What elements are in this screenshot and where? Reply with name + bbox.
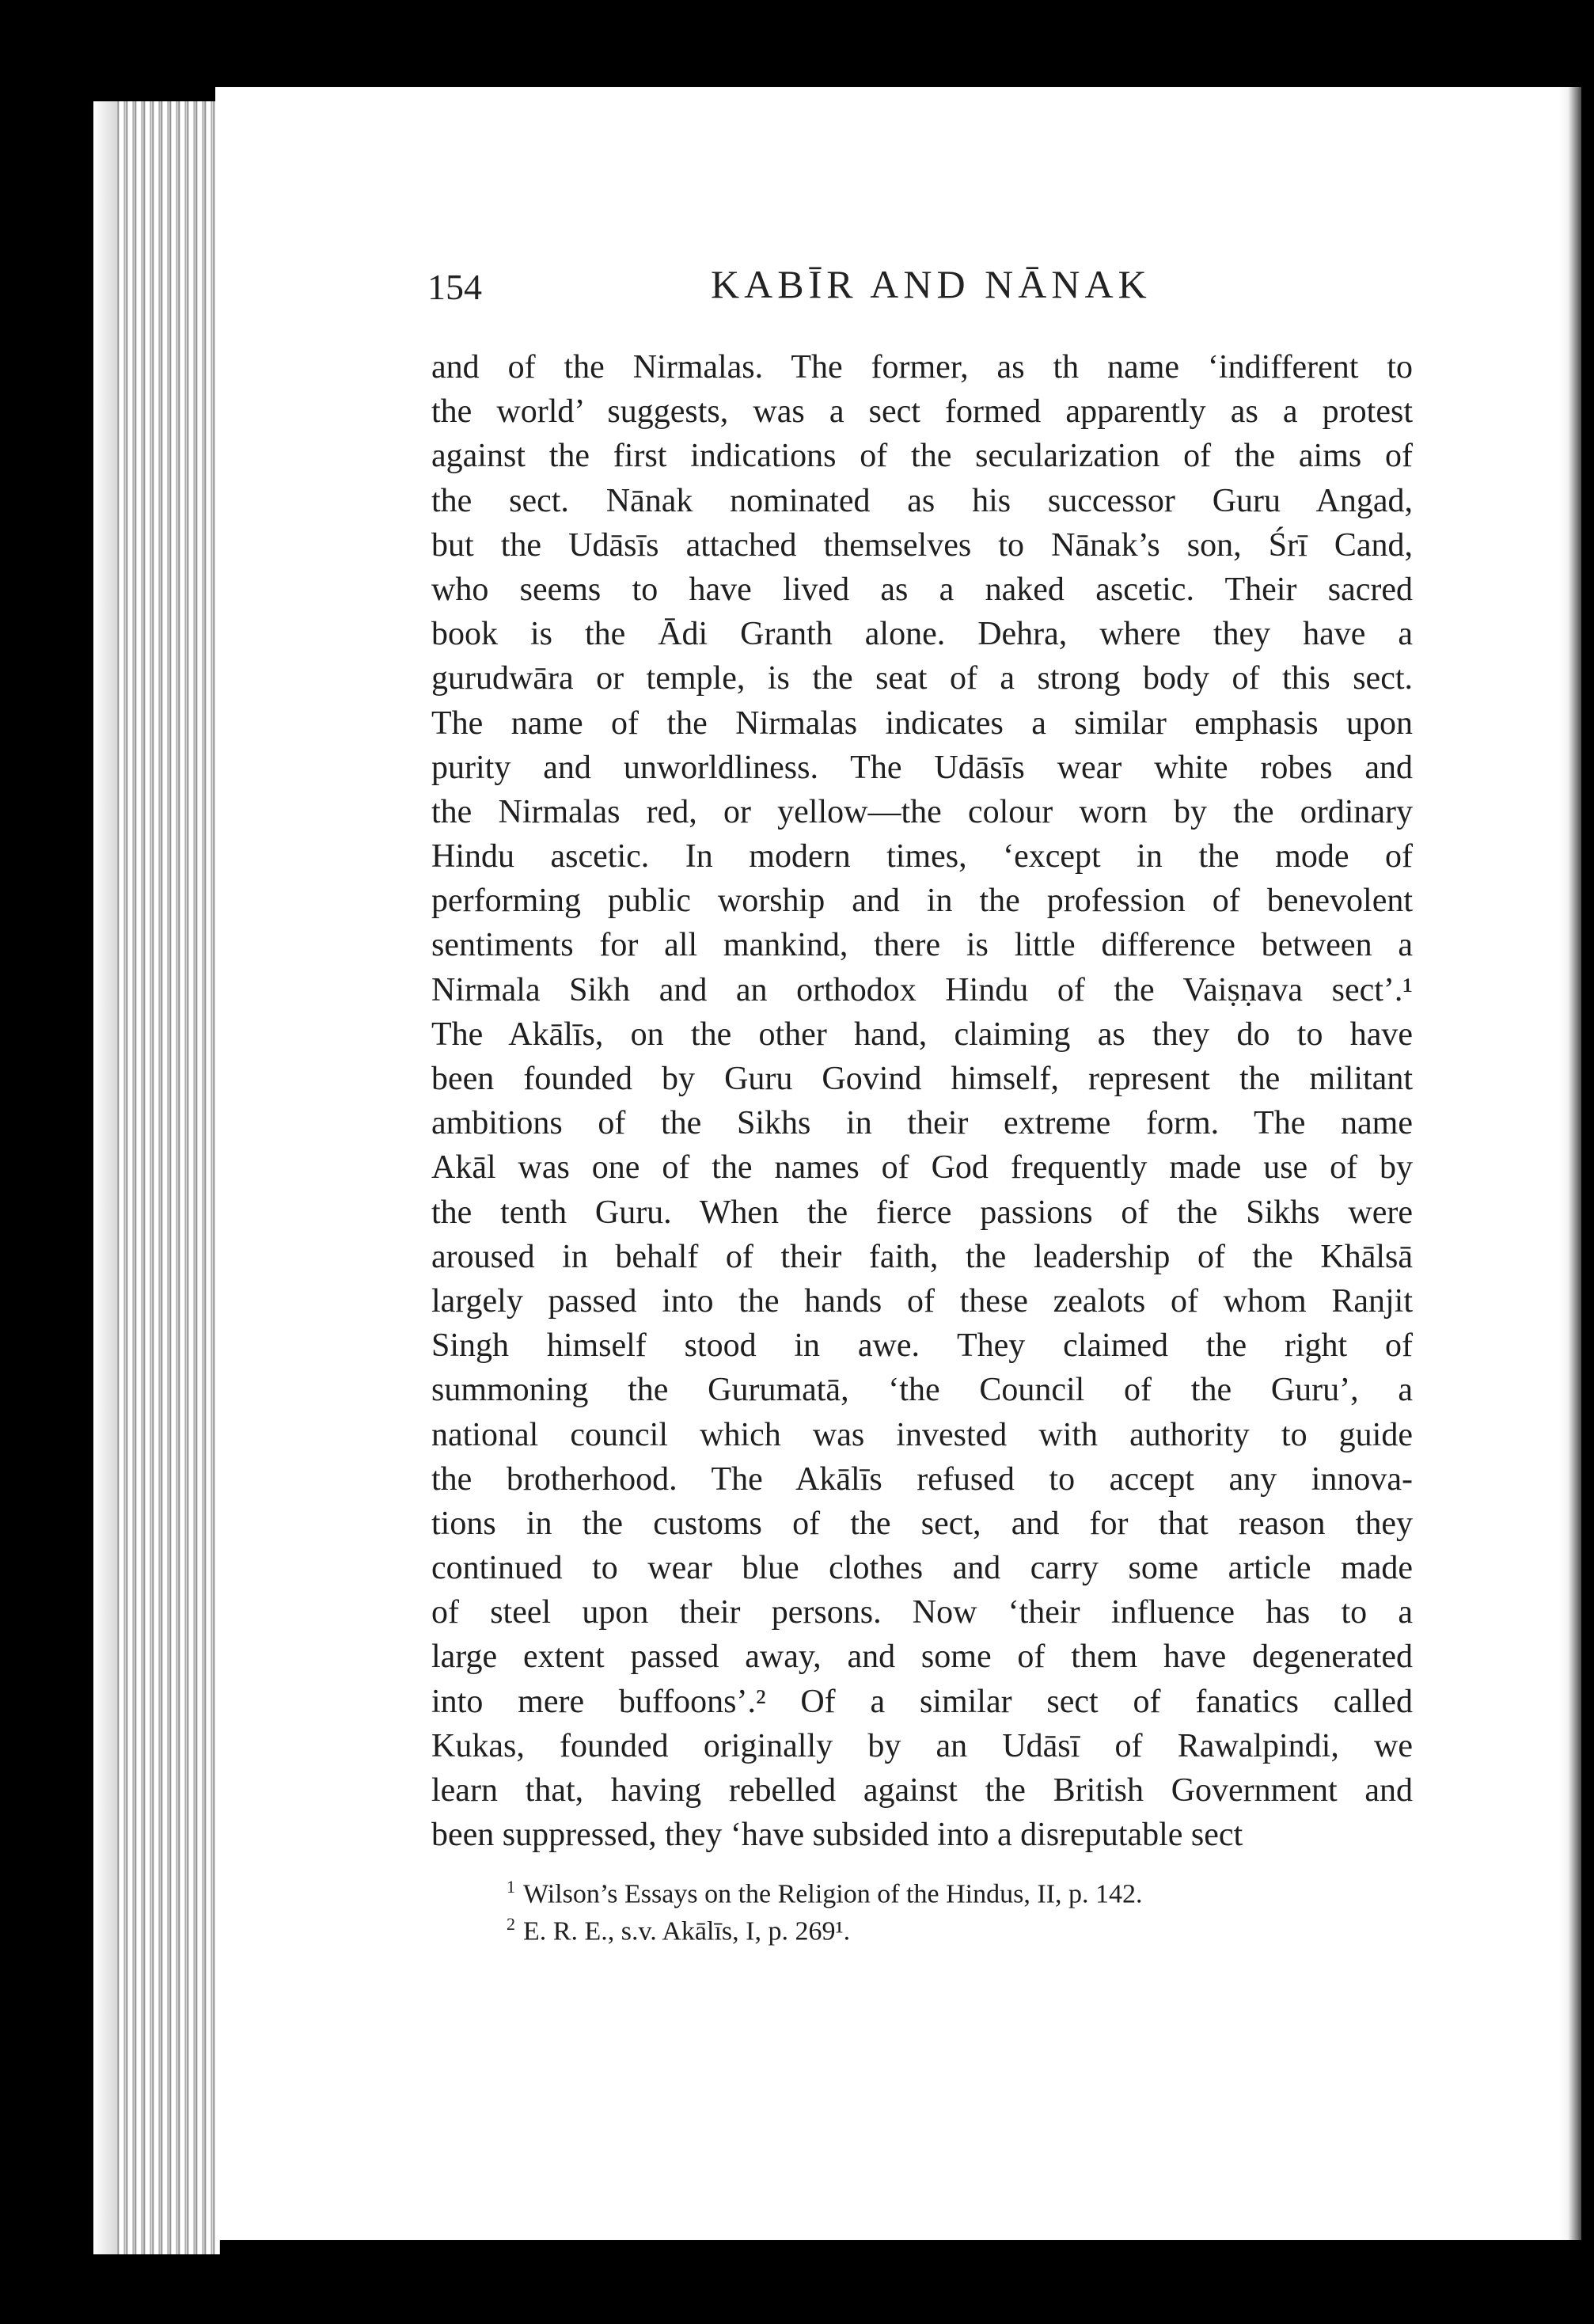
text-line: performing public worship and in the profession of benevolent — [431, 883, 1413, 920]
footnote-mark: 1 — [507, 1877, 515, 1897]
text-line: The name of the Nirmalas indicates a similar emphasis upon — [431, 704, 1413, 742]
text-line: gurudwāra or temple, is the seat of a strong body of this sect. — [431, 660, 1413, 697]
text-line: against the first indications of the secularization of the aims of — [431, 438, 1413, 475]
footnote-2 — [507, 1909, 1377, 1946]
running-head: KABĪR AND NĀNAK — [711, 262, 1152, 306]
text-line: aroused in behalf of their faith, the leadership of the Khālsā — [431, 1238, 1413, 1275]
text-line: Akāl was one of the names of God frequently made use of by — [431, 1149, 1413, 1187]
text-line: Singh himself stood in awe. They claimed the right of — [431, 1327, 1413, 1365]
page-number: 154 — [427, 267, 482, 307]
text-line: The Akālīs, on the other hand, claiming as they do to have — [431, 1016, 1413, 1053]
text-line: the brotherhood. The Akālīs refused to accept any innova- — [431, 1460, 1413, 1498]
text-line: of steel upon their persons. Now ‘their influence has to a — [431, 1594, 1413, 1631]
footnote-mark: 2 — [507, 1914, 515, 1935]
footnote-text: Wilson’s Essays on the Religion of the Hindus, II, p. 142. — [523, 1879, 1143, 1909]
text-line: learn that, having rebelled against the British Government and — [431, 1772, 1413, 1809]
text-line: and of the Nirmalas. The former, as th name ‘indifferent to — [431, 349, 1413, 385]
text-line: continued to wear blue clothes and carry some article made — [431, 1550, 1413, 1587]
text-line: purity and unworldliness. The Udāsīs wear white robes and — [431, 749, 1413, 786]
text-line: largely passed into the hands of these zealots of whom Ranjit — [431, 1282, 1413, 1320]
text-line: who seems to have lived as a naked ascetic. Their sacred — [431, 571, 1413, 608]
text-line: Kukas, founded originally by an Udāsī of Rawalpindi, we — [431, 1727, 1413, 1764]
text-line: ambitions of the Sikhs in their extreme form. The name — [431, 1105, 1413, 1142]
footnote-text: E. R. E., s.v. Akālīs, I, p. 269¹. — [523, 1916, 851, 1946]
text-line: large extent passed away, and some of them have degenerated — [431, 1639, 1413, 1676]
text-line: book is the Ādi Granth alone. Dehra, where they have a — [431, 616, 1413, 653]
text-line: Nirmala Sikh and an orthodox Hindu of the Vaiṣṇava sect’.¹ — [431, 971, 1413, 1008]
text-line: sentiments for all mankind, there is little difference between a — [431, 927, 1413, 964]
footnote-1 — [507, 1872, 1377, 1909]
text-line: the world’ suggests, was a sect formed apparently as a protest — [431, 393, 1413, 431]
text-line: the tenth Guru. When the fierce passions of the Sikhs were — [431, 1194, 1413, 1231]
footnotes — [507, 1872, 1377, 1947]
text-line: been suppressed, they ‘have subsided into a disreputable sect — [431, 1817, 1243, 1854]
text-line: the Nirmalas red, or yellow—the colour worn by the ordinary — [431, 793, 1413, 830]
text-line: been founded by Guru Govind himself, represent the militant — [431, 1061, 1413, 1097]
text-line: into mere buffoons’.² Of a similar sect of fanatics called — [431, 1683, 1413, 1720]
text-line: but the Udāsīs attached themselves to Nānak’s son, Śrī Cand, — [431, 526, 1413, 564]
text-line: Hindu ascetic. In modern times, ‘except in the mode of — [431, 838, 1413, 875]
page-right-edge — [1559, 87, 1581, 2240]
text-line: national council which was invested with authority to guide — [431, 1416, 1413, 1453]
page-header — [427, 262, 1417, 321]
text-line: summoning the Gurumatā, ‘the Council of the Guru’, a — [431, 1372, 1413, 1409]
text-line: the sect. Nānak nominated as his successor Guru Angad, — [431, 482, 1413, 519]
text-line: tions in the customs of the sect, and for that reason they — [431, 1505, 1413, 1542]
page-edge-shade — [93, 101, 117, 2254]
body-text — [431, 345, 1413, 1857]
